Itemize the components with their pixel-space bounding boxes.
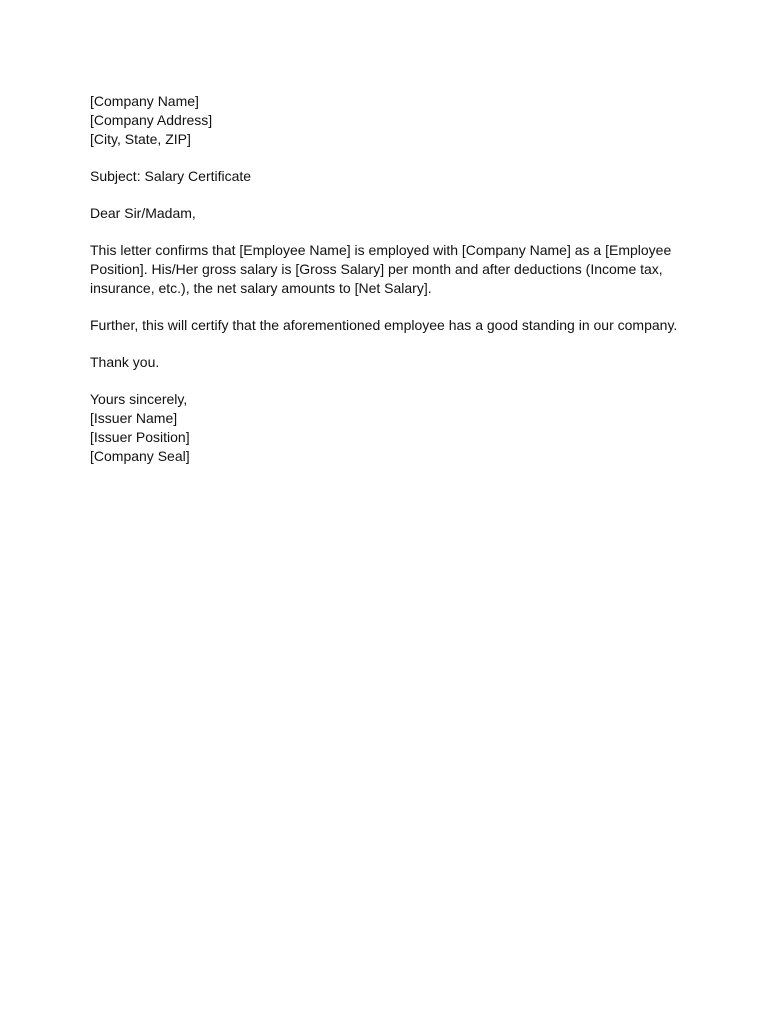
sender-company-name: [Company Name] [90, 93, 199, 109]
body-paragraph-1: This letter confirms that [Employee Name] is employed with [Company Name] as a [Employee Position]. His/Her gross salary is [Gross Salary] per month and after deductions (Income tax, insurance, etc.), the net salary amounts to [Net Salary]. [90, 242, 672, 296]
spacer [90, 335, 690, 353]
spacer [90, 223, 690, 241]
letter-subject: Subject: Salary Certificate [90, 168, 252, 184]
issuer-name: [Issuer Name] [90, 410, 178, 426]
letter-salutation: Dear Sir/Madam, [90, 205, 196, 221]
company-seal-placeholder: [Company Seal] [90, 448, 190, 464]
spacer [90, 298, 690, 316]
body-paragraph-2: Further, this will certify that the aforementioned employee has a good standing in our company. [90, 317, 678, 333]
sender-city-state-zip: [City, State, ZIP] [90, 131, 191, 147]
issuer-position: [Issuer Position] [90, 429, 190, 445]
closing-block [90, 390, 690, 466]
spacer [90, 186, 690, 204]
sign-off: Yours sincerely, [90, 391, 188, 407]
sender-company-address: [Company Address] [90, 112, 213, 128]
spacer [90, 149, 690, 167]
sender-block [90, 92, 690, 149]
thanks-line: Thank you. [90, 354, 160, 370]
spacer [90, 372, 690, 390]
letter-content [90, 92, 690, 466]
